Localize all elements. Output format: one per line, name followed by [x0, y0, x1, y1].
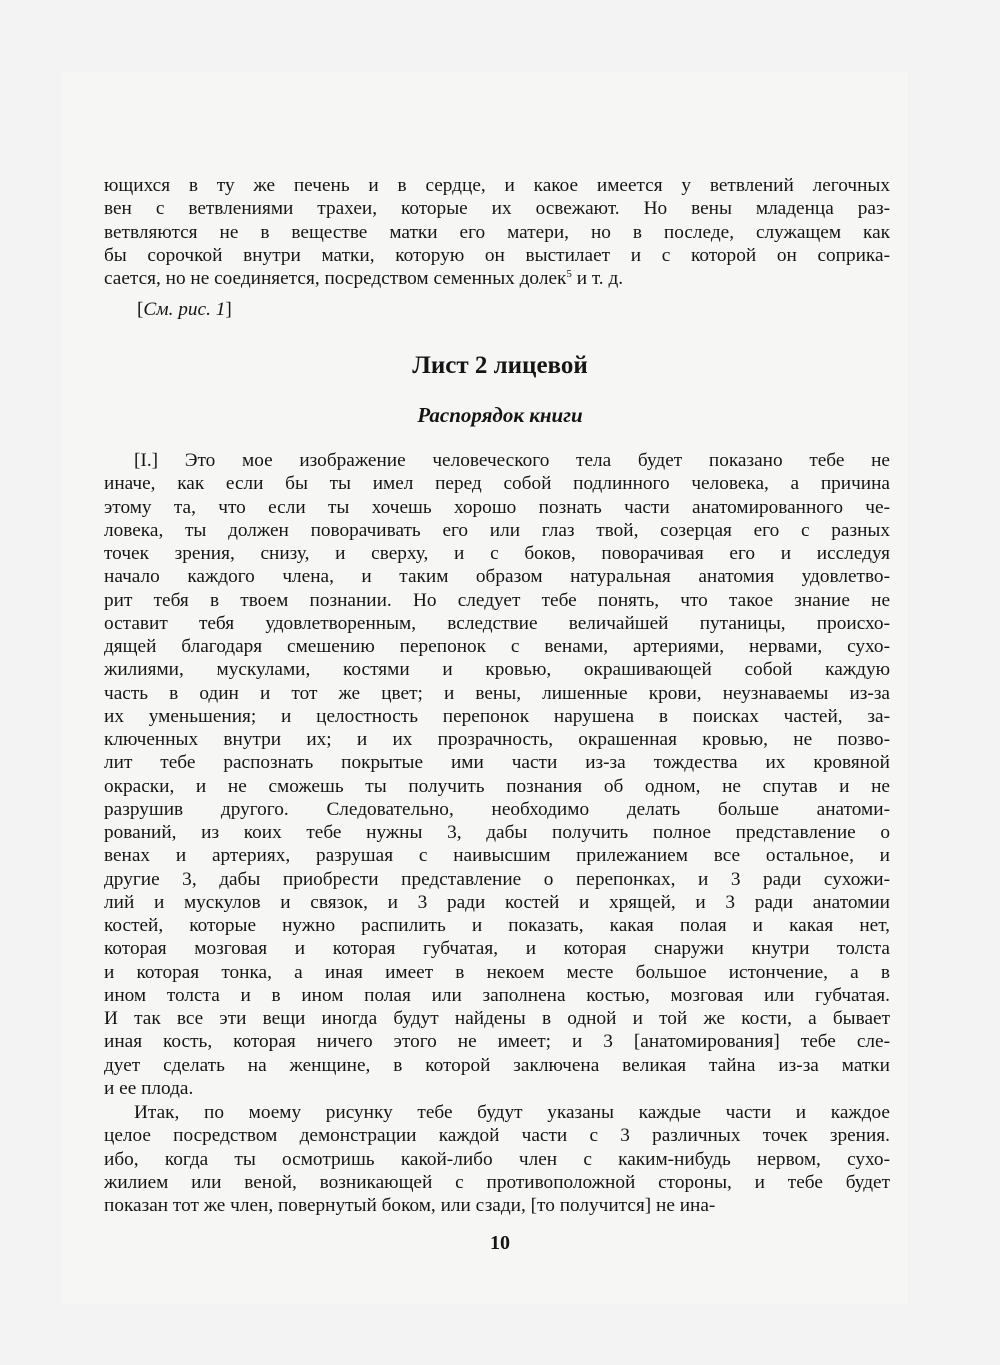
text-line: рований, из коих тебе нужны 3, дабы получить полное представление о	[104, 822, 890, 843]
text-line: жилием или веной, возникающей с противоположной стороны, и тебе будет	[104, 1171, 890, 1193]
text-line: этому та, что если ты хочешь хорошо познать части анатомированного че-	[104, 496, 890, 518]
text-line: Итак, по моему рисунку тебе будут указаны каждые части и каждое	[134, 1102, 890, 1123]
text-line: целое посредством демонстрации каждой части с 3 различных точек зрения.	[104, 1125, 890, 1147]
text-line-end: и т. д.	[571, 268, 624, 289]
text-line: вен с ветвлениями трахеи, которые их освежают. Но вены младенца раз-	[104, 198, 890, 220]
text-line: бы сорочкой внутри матки, которую он выстилает и с которой он соприка-	[104, 244, 890, 266]
text-line: лит тебе распознать покрытые ими части из-за тождества их кровяной	[104, 752, 890, 774]
figure-reference-text: См. рис. 1	[143, 299, 226, 320]
text-line: костей, которые нужно распилить и показать, какая полая и какая нет,	[104, 915, 890, 936]
text-line: И так все эти вещи иногда будут найдены в одной и той же кости, а бывает	[104, 1008, 890, 1029]
text-line: ином толста и в ином полая или заполнена костью, мозговая или губчатая.	[104, 984, 890, 1006]
text-line: показан тот же член, повернутый боком, или сзади, [то получится] не ина-	[104, 1195, 716, 1216]
bracket-open: [	[137, 299, 144, 320]
text-line: рит тебя в твоем познании. Но следует тебе понять, что такое знание не	[104, 589, 890, 611]
text-line-start: сается, но не соединяется, посредством семенных долек	[104, 268, 567, 289]
bracket-close: ]	[225, 299, 232, 320]
text-line: иная кость, которая ничего этого не имеет; и 3 [анатомирования] тебе сле-	[104, 1031, 890, 1053]
text-line	[104, 267, 890, 290]
text-line: венах и артериях, разрушая с наивысшим прилежанием все остальное, и	[104, 845, 890, 867]
page-number: 10	[490, 1232, 510, 1254]
text-line: дящей благодаря смешению перепонок с венами, артериями, нервами, сухо-	[104, 636, 890, 657]
text-line: другие 3, дабы приобрести представление о перепонках, и 3 ради сухожи-	[104, 868, 890, 890]
paragraph-2	[104, 1101, 890, 1217]
text-line: часть в один и тот же цвет; и вены, лишенные крови, неузнаваемы из-за	[104, 682, 890, 704]
text-line: и которая тонка, а иная имеет в некоем месте большое истончение, а в	[104, 961, 890, 983]
text-line: дует сделать на женщине, в которой заключена великая тайна из-за матки	[104, 1054, 890, 1076]
text-line: ибо, когда ты осмотришь какой-либо член с каким-нибудь нервом, сухо-	[104, 1148, 890, 1170]
text-line: начало каждого члена, и таким образом натуральная анатомия удовлетво-	[104, 566, 890, 588]
section-title: Распорядок книги	[417, 403, 583, 427]
text-line: жилиями, мускулами, костями и кровью, окрашивающей собой каждую	[104, 659, 890, 681]
sheet-title: Лист 2 лицевой	[412, 352, 588, 379]
text-line: иначе, как если бы ты имел перед собой подлинного человека, а причина	[104, 473, 890, 495]
text-line: которая мозговая и которая губчатая, и которая снаружи кнутри толста	[104, 938, 890, 960]
footnote-mark: 5	[566, 268, 572, 280]
text-line: лий и мускулов и связок, и 3 ради костей и хрящей, и 3 ради анатомии	[104, 891, 890, 913]
text-line: точек зрения, снизу, и сверху, и с боков, поворачивая его и исследуя	[104, 543, 890, 564]
text-line: их уменьшения; и целостность перепонок нарушена в поисках частей, за-	[104, 705, 890, 727]
figure-reference	[137, 299, 232, 321]
text-line: [I.] Это мое изображение человеческого тела будет показано тебе не	[134, 450, 890, 471]
text-line: разрушив другого. Следовательно, необходимо делать больше анатоми-	[104, 798, 890, 820]
text-line: ющихся в ту же печень и в сердце, и какое имеется у ветвлений легочных	[104, 175, 890, 196]
text-line: окраски, и не сможешь ты получить познания об одном, не спутав и не	[104, 775, 890, 797]
text-line: ключенных внутри их; и их прозрачность, окрашенная кровью, не позво-	[104, 729, 890, 750]
paragraph-1	[104, 449, 890, 1100]
text-line: ветвляются не в веществе матки его матери, но в последе, служащем как	[104, 221, 890, 243]
text-line: и ее плода.	[104, 1077, 194, 1099]
continuation-paragraph	[104, 174, 890, 290]
text-line: оставит тебя удовлетворенным, вследствие величайшей путаницы, происхо-	[104, 612, 890, 634]
text-line: ловека, ты должен поворачивать его или глаз твой, созерцая его с разных	[104, 519, 890, 541]
